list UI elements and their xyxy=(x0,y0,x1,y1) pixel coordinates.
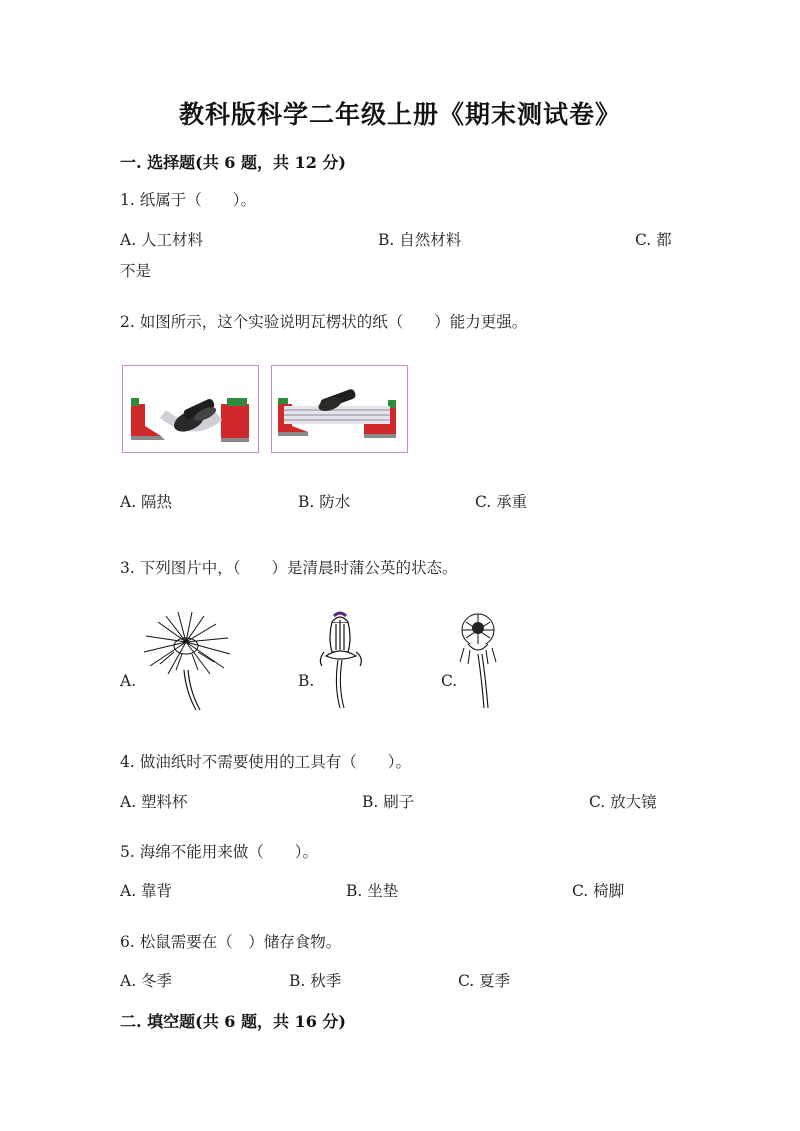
question-2-stem: 2. 如图所示，这个实验说明瓦楞状的纸（ ）能力更强。 xyxy=(120,313,528,331)
dandelion-seed-head-image xyxy=(454,608,504,710)
question-1-option-a: A. 人工材料 xyxy=(120,231,204,249)
question-2-option-c: C. 承重 xyxy=(475,493,528,511)
question-6-stem: 6. 松鼠需要在（ ）储存食物。 xyxy=(120,933,342,951)
question-4-option-a: A. 塑料杯 xyxy=(120,793,188,811)
dandelion-open-flower-image xyxy=(138,612,238,712)
question-6-option-b: B. 秋季 xyxy=(289,972,342,990)
section-heading-choice: 一. 选择题(共 6 题，共 12 分) xyxy=(120,153,346,172)
question-1-option-c-continued: 不是 xyxy=(120,262,152,280)
flat-paper-experiment-image xyxy=(122,365,259,453)
dandelion-closed-bud-image xyxy=(314,610,370,710)
question-5-option-a: A. 靠背 xyxy=(120,882,173,900)
question-1-option-b: B. 自然材料 xyxy=(378,231,462,249)
question-5-stem: 5. 海绵不能用来做（ ）。 xyxy=(120,843,318,861)
question-3-option-b: B. xyxy=(298,672,315,690)
question-6-option-c: C. 夏季 xyxy=(458,972,511,990)
question-4-option-c: C. 放大镜 xyxy=(589,793,657,811)
question-2-option-a: A. 隔热 xyxy=(120,493,173,511)
question-4-stem: 4. 做油纸时不需要使用的工具有（ ）。 xyxy=(120,753,411,771)
question-1-stem: 1. 纸属于（ ）。 xyxy=(120,191,256,209)
question-1-option-c: C. 都 xyxy=(635,231,672,249)
question-3-option-a: A. xyxy=(120,672,137,690)
question-6-option-a: A. 冬季 xyxy=(120,972,173,990)
question-3-option-c: C. xyxy=(441,672,458,690)
question-5-option-b: B. 坐垫 xyxy=(346,882,399,900)
question-5-option-c: C. 椅脚 xyxy=(572,882,625,900)
section-heading-fill-in: 二. 填空题(共 6 题，共 16 分) xyxy=(120,1012,346,1031)
question-4-option-b: B. 刷子 xyxy=(362,793,415,811)
corrugated-paper-experiment-image xyxy=(271,365,408,453)
page-title: 教科版科学二年级上册《期末测试卷》 xyxy=(178,100,621,129)
question-2-option-b: B. 防水 xyxy=(298,493,351,511)
question-3-stem: 3. 下列图片中，（ ）是清晨时蒲公英的状态。 xyxy=(120,559,458,577)
